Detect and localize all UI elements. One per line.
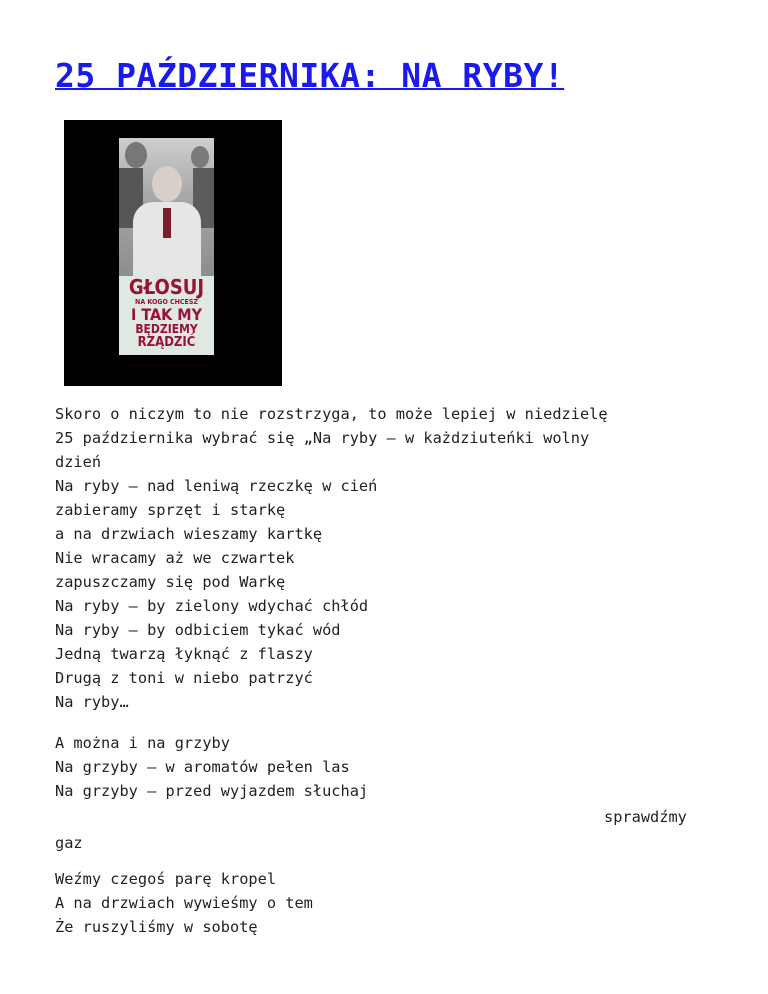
poem-line: A na drzwiach wywieśmy o tem — [55, 894, 313, 912]
poster-slogan — [119, 276, 214, 355]
title-link[interactable]: 25 PAŹDZIERNIKA: NA RYBY! — [55, 56, 565, 95]
poem-line: zabieramy sprzęt i starkę — [55, 501, 286, 519]
poem-stanza-2 — [55, 731, 725, 803]
poem-line: Jedną twarzą łyknąć z flaszy — [55, 645, 313, 663]
center-tie — [163, 208, 171, 238]
poem-line: 25 października wybrać się „Na ryby – w każdziuteńki wolny — [55, 429, 590, 447]
right-head — [191, 146, 209, 168]
poem-line: Że ruszyliśmy w sobotę — [55, 918, 258, 936]
poem-line: Na ryby – by zielony wdychać chłód — [55, 597, 369, 615]
left-head — [125, 142, 147, 168]
poem-line: zapuszczamy się pod Warkę — [55, 573, 286, 591]
poem-stanza-3 — [55, 867, 725, 939]
poem-line: Na grzyby – w aromatów pełen las — [55, 758, 350, 776]
slogan-line: GŁOSUJ — [128, 275, 205, 299]
poem-line: Skoro o niczym to nie rozstrzyga, to może lepiej w niedzielę — [55, 405, 608, 423]
slogan-line: BĘDZIEMY — [135, 322, 198, 336]
slogan-line: NA KOGO CHCESZ — [135, 298, 198, 306]
poem-line: Na ryby – nad leniwą rzeczkę w cień — [55, 477, 378, 495]
slogan-line: I TAK MY — [131, 305, 202, 324]
poem-line: Na grzyby – przed wyjazdem słuchaj — [55, 782, 369, 800]
election-poster-image — [64, 120, 282, 386]
poem-line: A można i na grzyby — [55, 734, 230, 752]
slogan-line: RZĄDZIĆ — [137, 335, 196, 350]
poem-line: Drugą z toni w niebo patrzyć — [55, 669, 313, 687]
poem-stanza-1 — [55, 402, 725, 714]
center-head — [152, 166, 182, 202]
poem-line: a na drzwiach wieszamy kartkę — [55, 525, 323, 543]
poem-line: Weźmy czegoś parę kropel — [55, 870, 277, 888]
poem-line: Nie wracamy aż we czwartek — [55, 549, 295, 567]
poem-line: Na ryby… — [55, 693, 129, 711]
page-title — [55, 54, 564, 98]
poem-line: dzień — [55, 453, 102, 471]
poem-line: Na ryby – by odbiciem tykać wód — [55, 621, 341, 639]
poster-strip — [119, 138, 214, 355]
politicians-photo — [119, 138, 214, 276]
poem-line: gaz — [55, 834, 83, 852]
poem-line-right-aligned: sprawdźmy — [604, 808, 687, 826]
